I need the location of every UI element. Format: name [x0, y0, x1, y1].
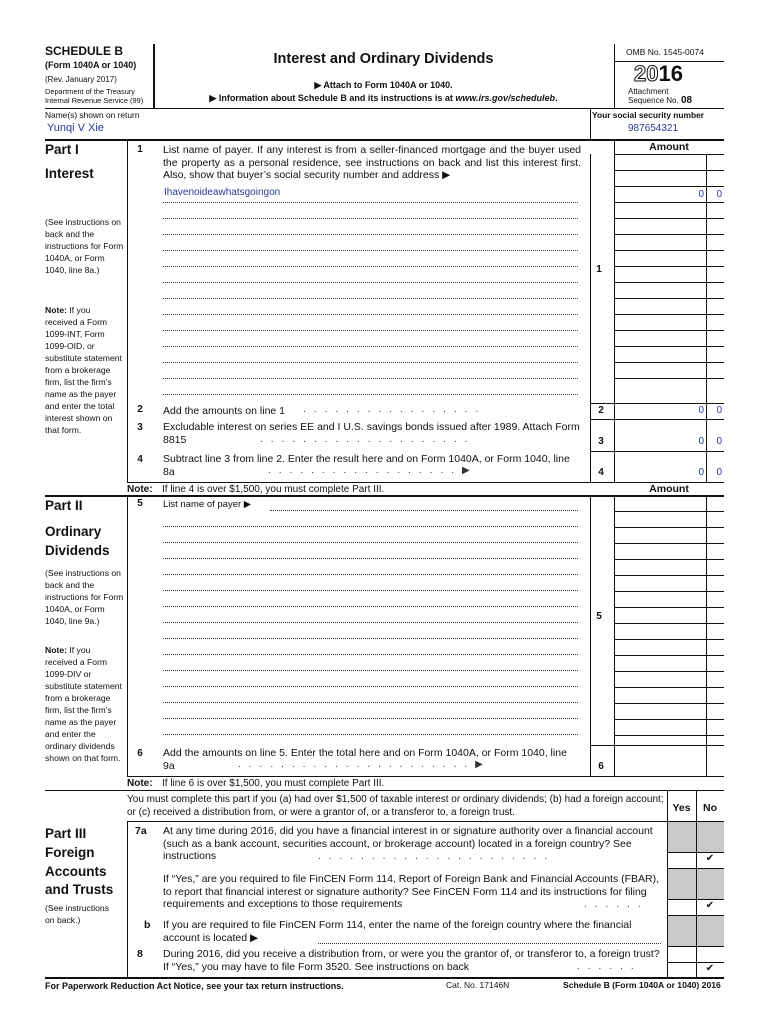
paperwork-notice: For Paperwork Reduction Act Notice, see your tax return instructions.: [45, 981, 344, 991]
q8-leader: ......: [577, 961, 642, 972]
payer-1-amount-dollars[interactable]: 0: [698, 189, 704, 200]
part3-intro: You must complete this part if you (a) had over $1,500 of taxable interest or ordinary dividends; (b) had a foreign account; or (c) received a distribution from, or were a grantor of, or a transferor to, a foreign trust.: [127, 794, 664, 818]
q7a-fbar-no-check[interactable]: ✔: [705, 900, 715, 911]
attach-instruction: ▶ Attach to Form 1040A or 1040.: [314, 80, 453, 90]
part2-note-label: Note:: [127, 778, 153, 789]
line4-leader: ..................▶: [268, 465, 478, 476]
catalog-number: Cat. No. 17146N: [446, 980, 510, 990]
part1-note-text: If line 4 is over $1,500, you must complete Part III.: [162, 484, 385, 495]
line6-instruction: Add the amounts on line 5. Enter the total here and on Form 1040A, or Form 1040, line 9a: [163, 747, 567, 772]
tax-year: 2016: [634, 61, 683, 86]
line5-box-number: 5: [596, 611, 602, 622]
yes-header: Yes: [672, 802, 691, 814]
line6-number: 6: [137, 748, 143, 759]
line1-number: 1: [137, 144, 143, 155]
q7a-no-check[interactable]: ✔: [705, 853, 715, 864]
ssn-label: Your social security number: [592, 110, 705, 120]
schedule-label: SCHEDULE B: [45, 44, 124, 58]
part1-title: Interest: [45, 166, 94, 181]
irs-label: Internal Revenue Service (99): [45, 96, 144, 105]
q7a-yes-shade: [668, 822, 696, 852]
line2-amount-dollars[interactable]: 0: [698, 405, 704, 416]
attachment-label: Attachment: [628, 87, 669, 96]
q7b-number: b: [144, 919, 151, 931]
line6-box-number: 6: [598, 761, 604, 772]
department-label: Department of the Treasury: [45, 87, 135, 96]
line3-amount-cents[interactable]: 0: [716, 436, 722, 447]
q7a-fbar-question: If “Yes,” are you required to file FinCEN Form 114, Report of Foreign Bank and Financial Accounts (FBAR), to report that financial interest or signature authority? See FinCEN Form 114 and its instructions for filing requirements and exceptions to those requirements: [163, 873, 660, 910]
part2-title-line1: Ordinary: [45, 524, 102, 539]
line4-amount-dollars[interactable]: 0: [698, 467, 704, 478]
info-instruction: ▶ Information about Schedule B and its instructions is at www.irs.gov/scheduleb.: [209, 93, 558, 103]
q8-question: During 2016, did you receive a distribution from, or were you the grantor of, or transferor to, a foreign trust? If “Yes,” you may have to file Form 3520. See instructions on back: [163, 948, 660, 973]
line2-instruction: Add the amounts on line 1: [163, 405, 286, 417]
line3-number: 3: [137, 422, 143, 433]
part3-title-line3: and Trusts: [45, 882, 114, 897]
form-footer-label: Schedule B (Form 1040A or 1040) 2016: [563, 980, 721, 990]
line3-amount-dollars[interactable]: 0: [698, 436, 704, 447]
q7a-fbar-no-shade: [697, 869, 724, 899]
no-header: No: [703, 802, 717, 814]
revision-date: (Rev. January 2017): [45, 75, 117, 84]
omb-number: OMB No. 1545-0074: [626, 47, 704, 57]
part1-side-note: (See instructions on back and the instructions for Form 1040A, or Form 1040, line 8a.): [45, 217, 124, 275]
line3-leader: ....................: [260, 434, 476, 445]
form-title: Interest and Ordinary Dividends: [273, 51, 494, 67]
q8-number: 8: [137, 948, 143, 960]
taxpayer-name[interactable]: Yunqi V Xie: [47, 122, 104, 134]
q7b-question: If you are required to file FinCEN Form 114, enter the name of the foreign country where the financial account is located ▶: [163, 919, 632, 944]
part1-amount-header: Amount: [649, 141, 689, 153]
part1-label: Part I: [45, 142, 79, 157]
q7b-yes-shade: [668, 916, 696, 946]
ssn-value[interactable]: 987654321: [628, 123, 679, 134]
part2-title-line2: Dividends: [45, 543, 110, 558]
line4-instruction: Subtract line 3 from line 2. Enter the result here and on Form 1040A, or Form 1040, line 8a: [163, 453, 570, 478]
payer-1-amount-cents[interactable]: 0: [716, 189, 722, 200]
part1-note-label: Note:: [127, 484, 153, 495]
q7a-no-shade: [697, 822, 724, 852]
line5-instruction: List name of payer ▶: [163, 499, 252, 510]
line1-box-number: 1: [596, 264, 602, 275]
q7a-leader: ......................: [318, 851, 556, 862]
part3-title-line1: Foreign: [45, 845, 95, 860]
line2-leader: .................: [303, 404, 487, 415]
q7a-fbar-leader: ......: [584, 899, 649, 910]
names-label: Name(s) shown on return: [45, 110, 140, 120]
line4-number: 4: [137, 454, 143, 465]
irs-link[interactable]: www.irs.gov/scheduleb: [455, 93, 556, 103]
line4-amount-cents[interactable]: 0: [716, 467, 722, 478]
line2-box-number: 2: [598, 405, 604, 416]
line6-leader: ......................▶: [238, 759, 491, 770]
line1-instruction: List name of payer. If any interest is from a seller-financed mortgage and the buyer used the property as a personal residence, see instructions on back and list this interest first. Also, show that buyer’s social security number and address ▶: [163, 144, 581, 181]
q7b-no-shade: [697, 916, 724, 946]
part3-label: Part III: [45, 826, 87, 841]
line5-number: 5: [137, 498, 143, 509]
line3-instruction: Excludable interest on series EE and I U.S. savings bonds issued after 1989. Attach Form 8815: [163, 421, 580, 446]
line3-box-number: 3: [598, 436, 604, 447]
part2-note-text: If line 6 is over $1,500, you must complete Part III.: [162, 778, 385, 789]
sequence-label: Sequence No. 08: [628, 95, 693, 106]
q7a-number: 7a: [135, 825, 147, 837]
payer-name-1[interactable]: Ihavenoideawhatsgoingon: [164, 187, 281, 198]
part2-label: Part II: [45, 498, 83, 513]
part2-amount-header: Amount: [649, 483, 689, 495]
q7a-question: At any time during 2016, did you have a financial interest in or signature authority over a financial account (such as a bank account, securities account, or brokerage account) located in a foreign country? See instructions: [163, 825, 653, 862]
line4-box-number: 4: [598, 467, 604, 478]
part2-note: Note: If you received a Form 1099-DIV or substitute statement from a brokerage firm, list the firm’s name as the payer and enter the ordinary dividends shown on that form.: [45, 645, 122, 763]
form-reference: (Form 1040A or 1040): [45, 60, 137, 70]
q8-no-check[interactable]: ✔: [705, 963, 715, 974]
part3-side-note: (See instructions on back.): [45, 903, 110, 925]
line2-amount-cents[interactable]: 0: [716, 405, 722, 416]
line2-number: 2: [137, 404, 143, 415]
part3-title-line2: Accounts: [45, 864, 107, 879]
part2-side-note: (See instructions on back and the instructions for Form 1040A, or Form 1040, line 9a.): [45, 568, 124, 626]
q7a-fbar-yes-shade: [668, 869, 696, 899]
part1-note: Note: If you received a Form 1099-INT, Form 1099-OID, or substitute statement from a brokerage firm, list the firm’s name as the payer and enter the total interest shown on that form.: [45, 305, 122, 435]
